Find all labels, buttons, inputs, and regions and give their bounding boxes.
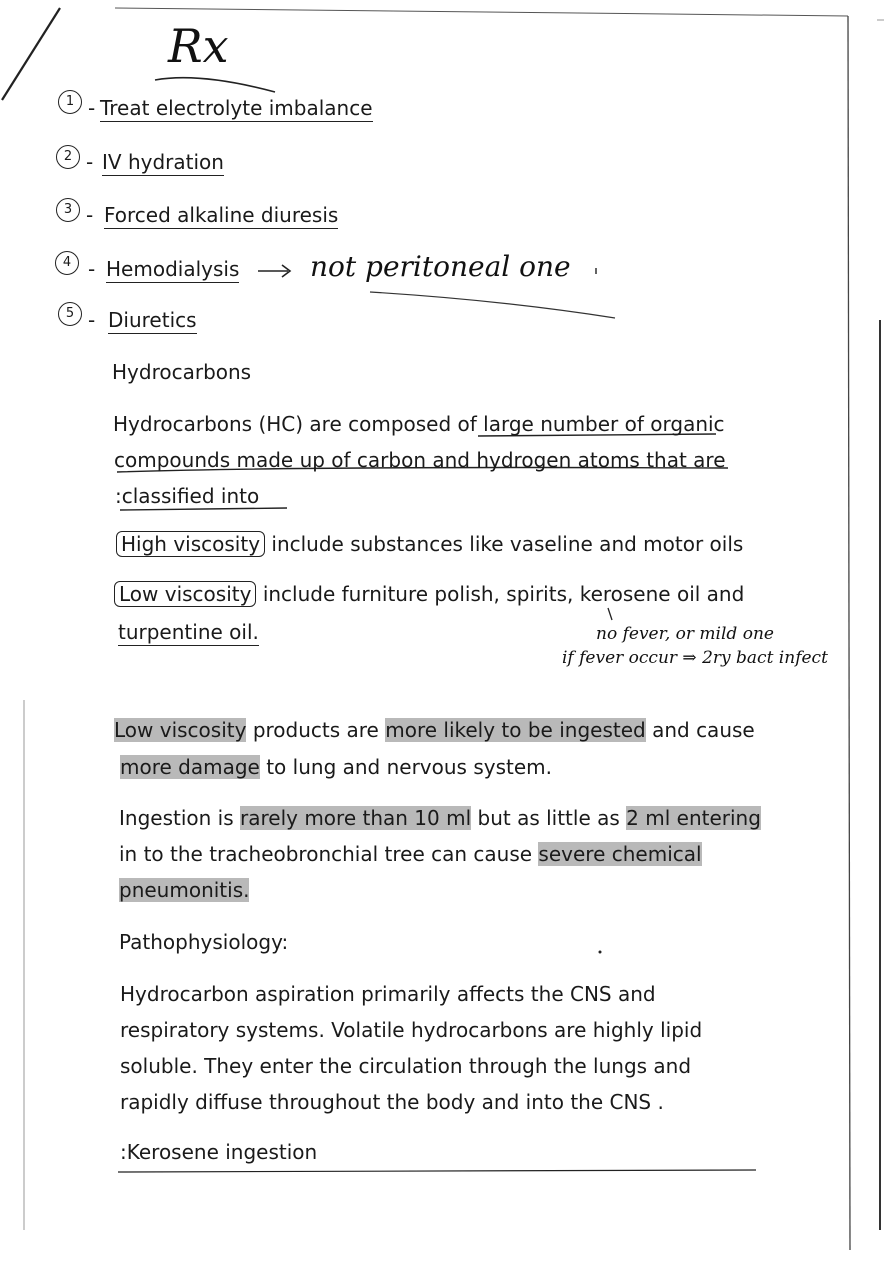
margin-note-line1: no fever, or mild one [596,624,774,644]
dash: - [88,257,96,281]
dash: - [86,150,94,174]
item-number-1: 1 [58,90,82,114]
hc-intro-line1: Hydrocarbons (HC) are composed of large number of organic [113,412,725,436]
rx-item-forced-diuresis: Forced alkaline diuresis [104,203,339,227]
highlight: Low viscosity [114,718,247,742]
patho-line2: respiratory systems. Volatile hydrocarbons are highly lipid [120,1018,703,1042]
kerosene-heading: :Kerosene ingestion [120,1140,318,1164]
pathophysiology-heading: Pathophysiology: [119,930,289,954]
highlight: severe chemical [538,842,702,866]
handwritten-note-peritoneal: not peritoneal one [310,250,571,283]
patho-line1: Hydrocarbon aspiration primarily affects the CNS and [120,982,656,1006]
patho-line3: soluble. They enter the circulation through the lungs and [120,1054,692,1078]
hc-intro-line2: compounds made up of carbon and hydrogen atoms that are [114,448,726,472]
rx-item-electrolyte: Treat electrolyte imbalance [100,96,373,120]
highlight: pneumonitis. [119,878,250,902]
para2-line2: in to the tracheobronchial tree can cause severe chemical [119,842,702,866]
rx-item-iv-hydration: IV hydration [102,150,224,174]
item-number-2: 2 [56,145,80,169]
dash: - [88,308,96,332]
rx-item-hemodialysis: Hemodialysis [106,257,240,281]
highlight: rarely more than 10 ml [240,806,472,830]
patho-line4: rapidly diffuse throughout the body and into the CNS . [120,1090,664,1114]
hydrocarbons-heading: Hydrocarbons [112,360,252,384]
high-viscosity-label: High viscosity [116,531,265,557]
para2-line1: Ingestion is rarely more than 10 ml but as little as 2 ml entering [119,806,761,830]
rx-item-diuretics: Diuretics [108,308,197,332]
low-viscosity-label: Low viscosity [114,581,256,607]
margin-note-line2: if fever occur ⇒ 2ry bact infect [562,648,828,668]
item-number-5: 5 [58,302,82,326]
high-viscosity-line [116,532,743,556]
para2-line3 [119,878,249,902]
hc-intro-line3: :classified into [115,484,260,508]
low-viscosity-line [114,582,744,606]
para1-line1: Low viscosity products are more likely to be ingested and cause [114,718,755,742]
rx-symbol: Rx [168,19,229,73]
highlight: more damage [120,755,260,779]
highlight: 2 ml entering [626,806,761,830]
dash: - [86,203,94,227]
low-viscosity-text-cont: turpentine oil. [118,620,259,644]
item-number-4: 4 [55,251,79,275]
item-number-3: 3 [56,198,80,222]
high-viscosity-text: include substances like vaseline and motor oils [271,532,744,556]
dash: - [88,96,96,120]
low-viscosity-text: include furniture polish, spirits, kerosene oil and [262,582,745,606]
highlight: more likely to be ingested [385,718,646,742]
para1-line2: more damage to lung and nervous system. [120,755,552,779]
